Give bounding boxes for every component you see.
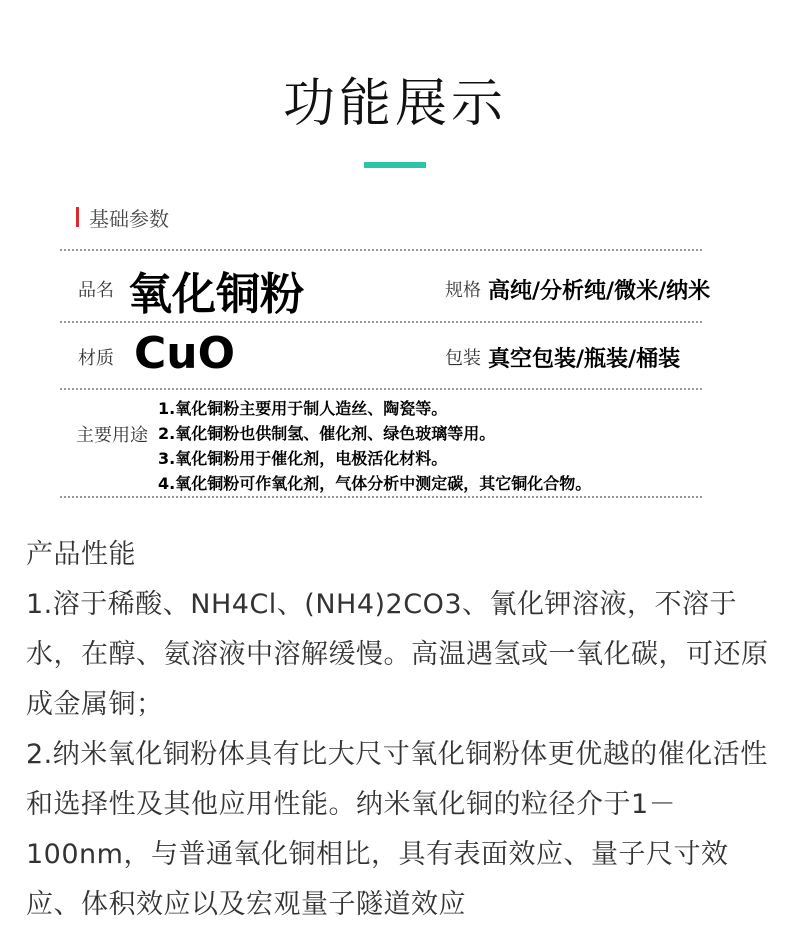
performance-section [26, 530, 778, 930]
title-underline [364, 162, 426, 168]
use-item: 2.氧化铜粉也供制氢、催化剂、绿色玻璃等用。 [158, 424, 496, 443]
material-label: 材质 [78, 348, 114, 369]
product-name: 氧化铜粉 [128, 269, 304, 320]
section-header [76, 203, 169, 231]
divider [60, 496, 702, 498]
package-label: 包装 [445, 348, 481, 369]
page-title: 功能展示 [282, 74, 507, 134]
performance-title: 产品性能 [26, 539, 136, 570]
product-label: 品名 [78, 280, 114, 301]
performance-paragraph: 2.纳米氧化铜粉体具有比大尺寸氧化铜粉体更优越的催化活性和选择性及其他应用性能。纳米氧化铜的粒径介于1－100nm，与普通氧化铜相比，具有表面效应、量子尺寸效应、体积效应以及宏观量子隧道效应 [26, 739, 768, 920]
use-item: 1.氧化铜粉主要用于制人造丝、陶瓷等。 [158, 399, 448, 418]
performance-paragraph: 1.溶于稀酸、NH4Cl、(NH4)2CO3、氰化钾溶液，不溶于水，在醇、氨溶液中溶解缓慢。高温遇氢或一氧化碳，可还原成金属铜； [26, 589, 769, 720]
param-row-material [0, 322, 790, 387]
use-item: 4.氧化铜粉可作氧化剂，气体分析中测定碳，其它铜化合物。 [158, 474, 592, 493]
divider [60, 388, 702, 390]
material-value: CuO [134, 328, 236, 379]
spec-value: 高纯/分析纯/微米/纳米 [488, 279, 711, 304]
package-value: 真空包装/瓶装/桶装 [488, 347, 681, 372]
section-title: 基础参数 [89, 206, 169, 231]
param-row-product [0, 250, 790, 320]
uses-label: 主要用途 [76, 425, 148, 446]
spec-label: 规格 [445, 280, 481, 301]
use-item: 3.氧化铜粉用于催化剂，电极活化材料。 [158, 449, 448, 468]
uses-list [158, 396, 591, 496]
section-marker [76, 207, 79, 227]
